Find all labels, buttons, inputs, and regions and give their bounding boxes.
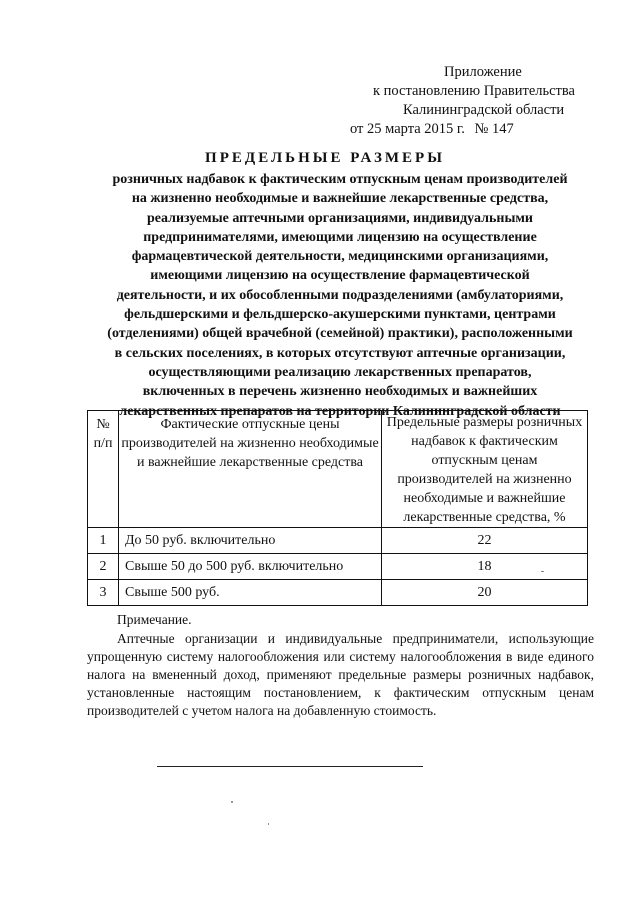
note-line: налога на вмененный доход, применяют предельные размеры розничных надбавок, <box>87 667 594 682</box>
subtitle-line: включенных в перечень жизненно необходимых и важнейших <box>142 384 538 400</box>
markup-table <box>87 410 588 606</box>
note-line: Аптечные организации и индивидуальные предприниматели, использующие <box>117 631 594 646</box>
document-subtitle <box>80 170 600 421</box>
note-line: установленные настоящим постановлением, к фактическим отпускным ценам <box>87 685 594 700</box>
subtitle-line: в сельских поселениях, в которых отсутствуют аптечные организации, <box>114 345 566 361</box>
appendix-region: Калининградской области <box>403 102 565 118</box>
closing-rule <box>157 766 423 767</box>
header-num: № п/п <box>88 411 119 528</box>
document-title: ПРЕДЕЛЬНЫЕ РАЗМЕРЫ <box>205 150 445 166</box>
subtitle-line: (отделениями) общей врачебной (семейной) практики), расположенными <box>107 326 573 342</box>
row-price-range: До 50 руб. включительно <box>119 528 382 554</box>
note-line: упрощенную систему налогообложения или систему налогообложения в виде единого <box>87 649 594 664</box>
subtitle-line: реализуемые аптечными организациями, индивидуальными <box>147 210 533 226</box>
subtitle-line: осуществляющими реализацию лекарственных препаратов, <box>148 364 532 380</box>
row-num: 2 <box>88 554 119 580</box>
row-price-range: Свыше 50 до 500 руб. включительно <box>119 554 382 580</box>
decree-number: № 147 <box>474 121 514 137</box>
table-header-row <box>88 411 588 528</box>
scan-speck <box>231 801 233 803</box>
decree-date: от 25 марта 2015 г. <box>350 121 465 137</box>
subtitle-line: лекарственных препаратов на территории Калининградской области <box>119 403 561 419</box>
row-price-range: Свыше 500 руб. <box>119 580 382 606</box>
header-rate: Предельные размеры розничных надбавок к фактическим отпускным ценам производителей на жизненно необходимые и важнейшие лекарственные средства, % <box>382 411 588 528</box>
subtitle-line: фельдшерскими и фельдшерско-акушерскими пунктами, центрами <box>124 307 556 323</box>
row-markup-rate: 22 <box>382 528 588 554</box>
table-row <box>88 554 588 580</box>
table-row <box>88 528 588 554</box>
row-num: 3 <box>88 580 119 606</box>
appendix-date-number <box>340 120 630 139</box>
appendix-decree-ref: к постановлению Правительства <box>373 83 575 99</box>
subtitle-line: имеющими лицензию на осуществление фармацевтической <box>150 268 530 284</box>
appendix-label: Приложение <box>444 64 522 80</box>
scan-speck <box>268 823 269 825</box>
row-num: 1 <box>88 528 119 554</box>
header-price: Фактические отпускные цены производителей на жизненно необходимые и важнейшие лекарственные средства <box>119 411 382 528</box>
note-line: производителей с учетом налога на добавленную стоимость. <box>87 703 437 718</box>
note-block <box>87 611 594 720</box>
appendix-header <box>340 63 630 139</box>
subtitle-line: на жизненно необходимые и важнейшие лекарственные средства, <box>131 191 549 207</box>
row-markup-rate: 18 <box>382 554 588 580</box>
subtitle-line: фармацевтической деятельности, медицинскими организациями, <box>131 249 549 265</box>
subtitle-line: предпринимателями, имеющими лицензию на осуществление <box>143 229 537 245</box>
row-markup-rate: 20 <box>382 580 588 606</box>
table-row <box>88 580 588 606</box>
subtitle-line: розничных надбавок к фактическим отпускным ценам производителей <box>112 172 568 187</box>
scan-speck <box>541 571 544 572</box>
subtitle-line: деятельности, и их обособленными подразделениями (амбулаториями, <box>116 287 564 303</box>
note-title: Примечание. <box>117 612 192 627</box>
